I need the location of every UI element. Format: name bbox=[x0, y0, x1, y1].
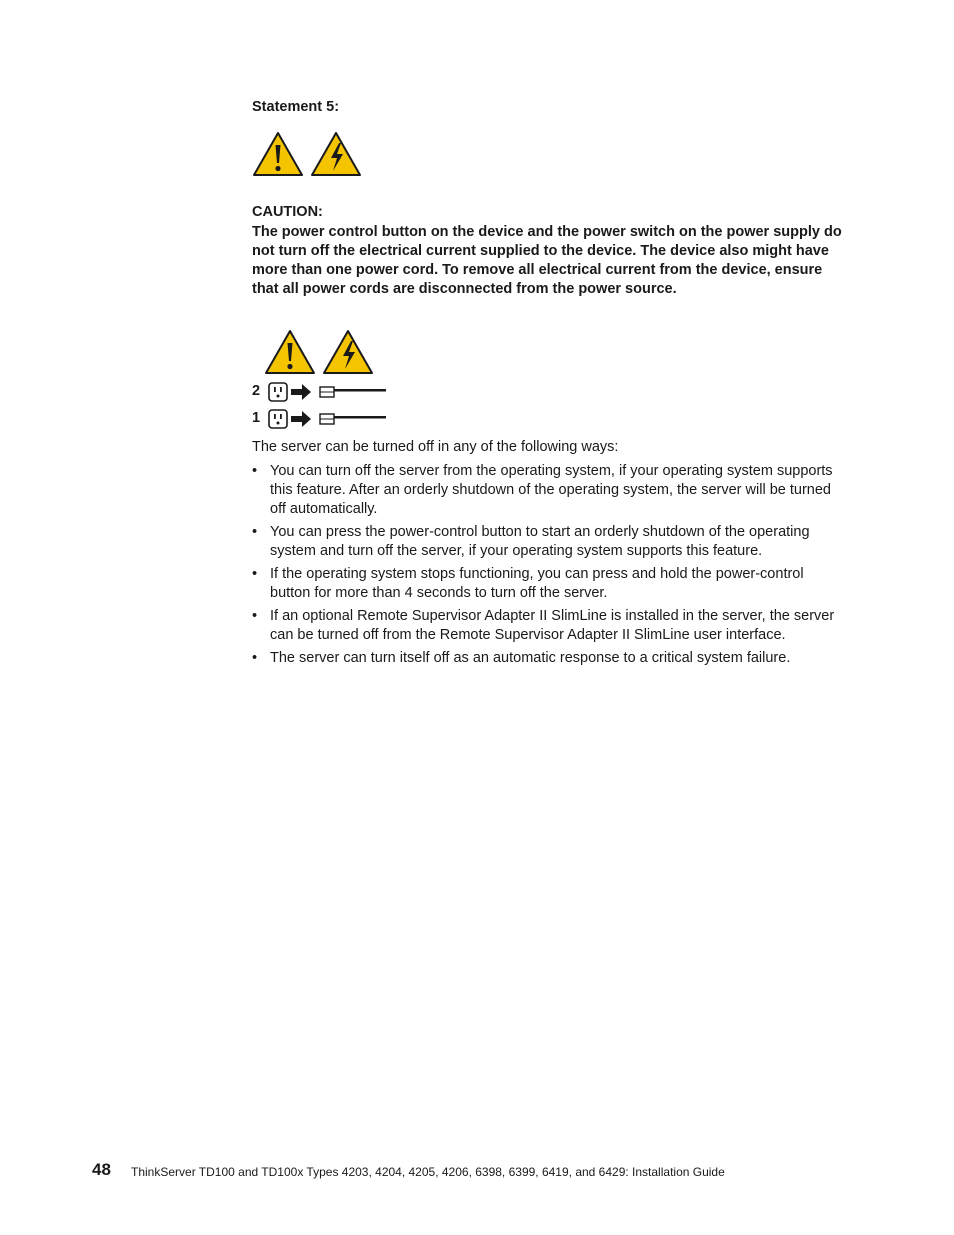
page-number: 48 bbox=[92, 1160, 111, 1179]
power-cord-row-2 bbox=[252, 382, 392, 404]
list-item-text: You can press the power-control button to start an orderly shutdown of the operating system and turn off the server, if your operating system supports this feature. bbox=[270, 524, 810, 559]
list-item bbox=[252, 523, 844, 561]
power-cord-unplug-icon bbox=[268, 409, 388, 431]
power-cord-row-1 bbox=[252, 409, 392, 431]
bullet-dot: • bbox=[252, 650, 258, 666]
power-cord-unplug-icon bbox=[268, 382, 388, 404]
list-item-text: If an optional Remote Supervisor Adapter II SlimLine is installed in the server, the server can be turned off from the Remote Supervisor Adapter II SlimLine user interface. bbox=[270, 608, 835, 643]
list-item-text: The server can turn itself off as an automatic response to a critical system failure. bbox=[270, 650, 791, 666]
list-item bbox=[252, 607, 844, 645]
caution-text: The power control button on the device and the power switch on the power supply do not turn off the electrical current supplied to the device. The device also might have more than one power cord. To remove all electrical current from the device, ensure that all power cords are disconnected from the power source. bbox=[252, 224, 842, 297]
list-item bbox=[252, 565, 844, 603]
power-cord-number: 1 bbox=[252, 410, 261, 426]
list-item-text: You can turn off the server from the operating system, if your operating system supports this feature. After an orderly shutdown of the operating system, the server will be turned off automatically. bbox=[270, 463, 833, 517]
list-item-text: If the operating system stops functioning, you can press and hold the power-control button for more than 4 seconds to turn off the server. bbox=[270, 566, 804, 601]
list-item bbox=[252, 462, 844, 519]
bullet-dot: • bbox=[252, 608, 258, 624]
statement-title: Statement 5: bbox=[252, 99, 340, 115]
shutdown-methods-list bbox=[252, 462, 844, 672]
electrical-hazard-icon bbox=[324, 331, 372, 373]
power-cord-number: 2 bbox=[252, 383, 261, 399]
bullet-dot: • bbox=[252, 566, 258, 582]
footer-text: ThinkServer TD100 and TD100x Types 4203, 4204, 4205, 4206, 6398, 6399, 6419, and 6429: Installation Guide bbox=[131, 1165, 725, 1179]
list-item bbox=[252, 649, 844, 668]
electrical-hazard-icon bbox=[312, 133, 360, 175]
safety-icons-top bbox=[252, 130, 364, 178]
caution-label: CAUTION: bbox=[252, 204, 323, 220]
safety-icons-bottom bbox=[264, 328, 376, 376]
bullet-dot: • bbox=[252, 463, 258, 479]
bullet-dot: • bbox=[252, 524, 258, 540]
warning-exclamation-icon bbox=[254, 133, 302, 175]
warning-exclamation-icon bbox=[266, 331, 314, 373]
intro-text: The server can be turned off in any of the following ways: bbox=[252, 439, 619, 455]
